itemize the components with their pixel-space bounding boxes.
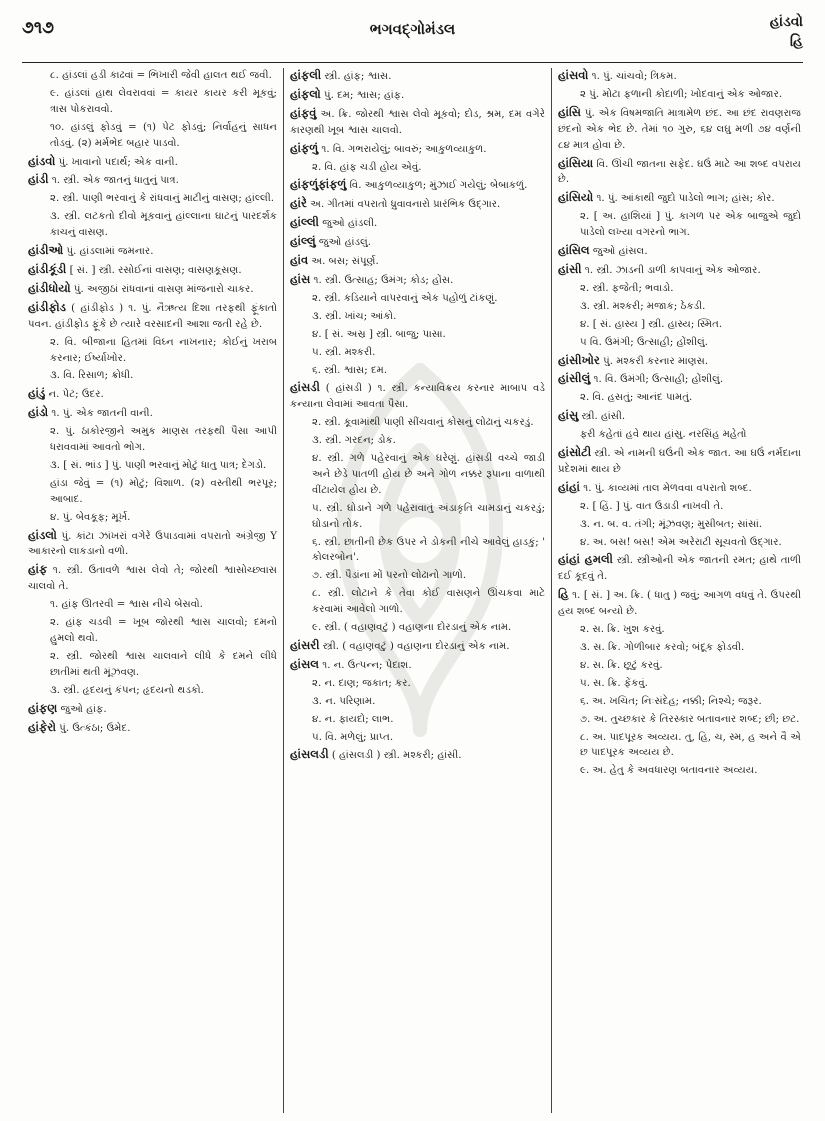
headword: હાંસલ <box>290 656 320 671</box>
headword: હાંસી <box>558 261 582 276</box>
dictionary-sense <box>558 535 801 551</box>
definition-text: ૫. સ. ક્રિ. ફેંકવું. <box>580 677 648 689</box>
definition-text: જુઓ હાંડલી. <box>318 218 378 230</box>
dictionary-entry <box>290 380 545 413</box>
dictionary-sense <box>290 160 545 176</box>
headword: હાંહાં <box>558 479 580 494</box>
dictionary-sense <box>290 363 545 379</box>
headword: હાંસડી <box>290 380 320 395</box>
dictionary-sense <box>558 87 801 103</box>
column-2 <box>284 68 552 1113</box>
headword: હાંડીધોયો <box>28 280 71 295</box>
dictionary-sense <box>558 640 801 656</box>
dictionary-sense <box>28 191 277 207</box>
page-header <box>22 8 803 52</box>
headword: હાંસ <box>290 271 311 286</box>
dictionary-entry <box>28 154 277 171</box>
definition-text: પું. ખાવાનો પદાર્થ; એક વાની. <box>55 156 178 168</box>
dictionary-sense <box>558 517 801 533</box>
headword: હાંફ <box>28 562 48 577</box>
definition-text: ૩. સ્ત્રી. હૃદયનું કંપન; હૃદયનો થડકો. <box>50 684 204 696</box>
headword: હાંહાં હમલી <box>558 552 613 567</box>
dictionary-sense <box>558 622 801 638</box>
headword: હિ <box>558 587 569 602</box>
definition-text: ૧. સ્ત્રી. ઝાડની ડાળી કાપવાનું એક ઓજાર. <box>581 264 761 276</box>
definition-text: ૧. હાંફ ઊતરવી = શ્વાસ નીચે બેસવો. <box>50 599 203 611</box>
dictionary-sense <box>28 683 277 699</box>
dictionary-sense <box>290 501 545 533</box>
definition-text: ૩. સ્ત્રી. લટકતો દીવો મૂકવાનું હાંલ્લાના ઘાટનું પારદર્શક કાચનું વાસણ. <box>50 211 277 239</box>
definition-text: ૪. ન. ફાયદો; લાભ. <box>312 713 394 725</box>
dictionary-entry <box>558 408 801 425</box>
definition-text: પું. એક વિષમજાતિ માત્રામેળ છંદ. આ છંદ રાવણરાજ છંદનો એક ભેદ છે. તેમાં ૧૦ ગુરુ, ૬૪ લઘુ મળી ૭૪ વર્ણની ૮૪ માત્ર હોવા છે. <box>558 107 801 151</box>
definition-text: અ. ગીતમાં વપરાતો ધ્રુવાવનારો પ્રારંભિક ઉદ્ગાર. <box>306 199 501 211</box>
definition-text: ૮. હાંડલાં હડી કાઢવાં = ભિખારી જેવી હાલત થઈ જવી. <box>50 70 272 81</box>
headword: હાંફેરો <box>28 719 57 734</box>
definition-text: ૧. વિ. ગભરાયેલું; બાવરું; આકુળવ્યાકુળ. <box>318 143 487 155</box>
dictionary-sense <box>28 510 277 526</box>
dictionary-sense <box>558 390 801 406</box>
dictionary-entry <box>28 300 277 333</box>
dictionary-sense <box>28 120 277 152</box>
definition-text: ૩. સ. ક્રિ. ગોળીબાર કરવો; બંદૂક ફોડવી. <box>580 642 745 653</box>
definition-text: ૩. [ સં. ભાંડ ] પું. પાણી ભરવાનું મોટું ધાતુ પાત્ર; દેગડો. <box>50 459 267 471</box>
dictionary-sense <box>28 597 277 613</box>
column-3 <box>552 68 807 1113</box>
definition-text: ૪. અ. બસ! બસ! એમ અરેરાટી સૂચવતો ઉદ્ગાર. <box>580 536 782 548</box>
headword: હાંસિલ <box>558 243 590 258</box>
dictionary-sense <box>28 476 277 508</box>
guide-words <box>770 12 803 52</box>
dictionary-entry <box>28 405 277 422</box>
dictionary-entry <box>558 68 801 85</box>
dictionary-entry <box>558 552 801 585</box>
dictionary-sense <box>290 568 545 584</box>
definition-text: ૩. વિ. રિસાળ; ક્રોધી. <box>50 370 134 382</box>
definition-text: ૪. [ સં. હાસ્ય ] સ્ત્રી. હાસ્ય; સ્મિત. <box>580 318 723 330</box>
headword: હાંસરી <box>290 638 320 652</box>
dictionary-sense <box>290 291 545 307</box>
definition-text: ૩. ન. બ. વ. તંગી; મૂંઝવણ; મુસીબત; સાંસાં. <box>580 518 763 530</box>
definition-text: સ્ત્રી. એ નામની ઘઉંની એક જાત. આ ઘઉં નર્મદાના પ્રદેશમાં થાય છે <box>558 448 801 475</box>
dictionary-sense <box>28 86 277 118</box>
dictionary-entry <box>558 371 801 388</box>
column-1 <box>22 68 284 1113</box>
dictionary-sense <box>558 676 801 692</box>
definition-text: ૯. હાંડલાં હાથ લેવરાવવાં = કાયર કાયર કરી મૂકવું; ત્રાસ પોકરાવવો. <box>50 87 277 115</box>
headword: હાંસિયો <box>558 190 594 205</box>
dictionary-entry <box>290 106 545 139</box>
headword: હાંસોટી <box>558 445 592 460</box>
dictionary-sense <box>290 451 545 499</box>
dictionary-entry <box>28 281 277 298</box>
dictionary-entry <box>290 68 545 85</box>
definition-text: ૭. અ. તુચ્છકાર કે તિરસ્કાર બતાવનાર શબ્દ; છી; છટ. <box>580 713 800 725</box>
dictionary-entry <box>28 701 277 718</box>
definition-text: ૨. સ્ત્રી. કૂવામાંથી પાણી સીંચવાનું કોસનું લોઢાનું ચકરડું. <box>312 417 534 429</box>
dictionary-sense <box>558 299 801 315</box>
dictionary-sense <box>28 649 277 681</box>
definition-text: ૨. પું. ઠાકોરજીને અમુક માણસ તરફથી પૈસા આપી ધરાવવામાં આવતો ભોગ. <box>50 426 277 454</box>
definition-text: પું. દમ; શ્વાસ; હાંફ. <box>320 89 405 101</box>
dictionary-entry <box>28 172 277 189</box>
dictionary-entry <box>290 272 545 289</box>
dictionary-entry <box>558 353 801 370</box>
definition-text: ૬. સ્ત્રી. છાતીની છેક ઉપર ને ડોકની નીચે આવેલું હાડકું; ' કોલરબોન'. <box>312 536 545 564</box>
definition-text: સ્ત્રી. હાંસી. <box>578 411 626 423</box>
definition-text: ૨. સ્ત્રી. કડિયાને વાપરવાનું એક પહોળું ટાંકણું. <box>312 292 498 304</box>
definition-text: ૮. અ. પાદપૂરક અવ્યય. તુ, હિ, ચ, સ્મ, હ અને વૈ એ છ પાદપૂરક અવ્યય છે. <box>580 731 801 759</box>
definition-text: અ. બસ; સંપૂર્ણ. <box>308 256 379 268</box>
headword: હાંલ્લું <box>290 234 316 249</box>
headword: હાંડું <box>28 386 46 401</box>
definition-text: વિ. ઊંચી જાતના સફેદ. ઘઉં માટે આ શબ્દ વપરાય છે. <box>558 158 801 186</box>
definition-text: [ સં. ] સ્ત્રી. રસોઈનાં વાસણ; વાસણકૂસણ. <box>66 264 242 276</box>
dictionary-sense <box>290 694 545 710</box>
headword: હાંફલો <box>290 86 321 101</box>
dictionary-sense <box>558 209 801 241</box>
dictionary-entry <box>28 562 277 595</box>
definition-text: ૨. [ અ. હાશિયાં ] પું. કાગળ પર એક બાજુએ જુદો પાડેલો લખ્યા વગરનો ભાગ. <box>580 211 801 239</box>
dictionary-sense <box>290 345 545 361</box>
dictionary-entry <box>290 253 545 270</box>
dictionary-entry <box>290 638 545 655</box>
definition-text: ન. પેટ; ઉદર. <box>45 389 104 401</box>
dictionary-entry <box>290 747 545 764</box>
dictionary-entry <box>558 480 801 497</box>
dictionary-sense <box>290 712 545 728</box>
definition-text: ફરી કહેતાં હવે થાય હાંસુ. નરસિંહ મહેતો <box>580 429 747 441</box>
dictionary-sense <box>28 209 277 241</box>
dictionary-sense <box>290 433 545 449</box>
definition-text: વિ. આકુળવ્યાકુળ; મુંઝાઈ ગયેલું; બેબાકળું. <box>346 180 528 192</box>
definition-text: ૧. સ્ત્રી. ઉત્સાહ; ઉમંગ; કોડ; હોંસ. <box>310 274 454 286</box>
dictionary-sense <box>558 694 801 710</box>
dictionary-sense <box>28 458 277 474</box>
dictionary-sense <box>290 730 545 746</box>
headword: હાંડી <box>28 172 49 187</box>
dictionary-sense <box>290 415 545 431</box>
definition-text: સ્ત્રી. હાંફ; શ્વાસ. <box>321 71 392 82</box>
definition-text: ( હાંસડી ) ૧. સ્ત્રી. કન્યાવિક્રય કરનાર માબાપ વડે કન્યાના લેવામાં આવતા પૈસા. <box>290 383 545 411</box>
dictionary-sense <box>558 335 801 351</box>
definition-text: ૬. સ્ત્રી. શ્વાસ; દમ. <box>312 364 388 376</box>
dictionary-sense <box>290 327 545 343</box>
headword: હાંડલો <box>28 527 57 542</box>
dictionary-sense <box>558 427 801 443</box>
headword: હાંડીકૂંડી <box>28 261 67 276</box>
dictionary-entry <box>290 177 545 194</box>
definition-text: ૩. સ્ત્રી. ખાંચ; આંકો. <box>312 310 397 322</box>
definition-text: ૧. પું. એક જાતની વાની. <box>48 408 153 420</box>
dictionary-sense <box>558 499 801 515</box>
dictionary-entry <box>28 262 277 279</box>
definition-text: ૭. સ્ત્રી. પૈડાંના મોં પરનો લોઢાનો ગાળો. <box>312 570 467 582</box>
dictionary-entry <box>290 215 545 232</box>
definition-text: પું. મશ્કરી કરનાર માણસ. <box>599 355 709 367</box>
header-rule <box>22 62 803 63</box>
definition-text: પું. અજીઠાં રાંધવાનાં વાસણ માંજનારો ચાકર. <box>70 283 254 295</box>
definition-text: ૧. સ્ત્રી. ઉતાવળે શ્વાસ લેવો તે; જોરથી શ્વાસોચ્છ્વાસ ચાલવો તે. <box>28 565 277 593</box>
definition-text: હાંડા જેવું = (૧) મોટું; વિશાળ. (૨) વસ્તીથી ભરપૂર; આબાદ. <box>50 477 277 505</box>
definition-text: અ. ક્રિ. જોરથી શ્વાસ લેવો મૂકવો; દોડ, શ્રમ, દમ વગેરે કારણથી ખૂબ શ્વાસ ચાલવો. <box>290 108 545 136</box>
dictionary-entry <box>558 587 801 620</box>
headword: હાંફવું <box>290 105 317 120</box>
dictionary-entry <box>558 243 801 260</box>
dictionary-entry <box>28 720 277 737</box>
definition-text: જુઓ હાંડલું. <box>315 237 372 249</box>
definition-text: ૫ વિ. ઉમંગી; ઉત્સાહી; હોંશીલું. <box>580 336 709 348</box>
definition-text: પું. ઉત્કંઠા; ઉમેદ. <box>56 722 131 734</box>
definition-text: પું. કાંટા ઝાંખરાં વગેરે ઉપાડવામાં વપરાતો અંગ્રેજી Y આકારનો લાકડાનો વળો. <box>28 530 277 558</box>
dictionary-sense <box>558 763 801 779</box>
definition-text: ૪. [ સં. અસ્ર ] સ્ત્રી. બાજુ; પાસા. <box>312 328 446 340</box>
dictionary-entry <box>290 234 545 251</box>
headword: હાંસીખોર <box>558 352 600 367</box>
headword: હાંડો <box>28 405 49 420</box>
headword: હાંસીલું <box>558 371 591 386</box>
headword: હાંસવો <box>558 68 589 82</box>
headword: હાંલ્લી <box>290 215 319 230</box>
dictionary-entry <box>28 386 277 403</box>
dictionary-entry <box>558 445 801 478</box>
dictionary-entry <box>558 262 801 279</box>
dictionary-entry <box>558 190 801 207</box>
headword: હાંફળું <box>290 140 319 155</box>
definition-text: સ્ત્રી. ( વહાણવટું ) વહાણના દોરડાનું એક નામ. <box>319 641 510 652</box>
headword: હાંડીફોડ <box>28 299 66 314</box>
definition-text: ૬. અ. ખચિત; નિઃસંદેહ; નક્કી; નિશ્ચે; જરૂર. <box>580 695 762 707</box>
definition-text: ૮. સ્ત્રી. લોટાને કે તેવા કોઈ વાસણને ઊંચકવા માટે કરવામાં આવેલો ગાળો. <box>312 588 545 616</box>
guide-word-top: હાંડવો <box>769 14 803 30</box>
headword: હાંરે <box>290 196 307 211</box>
definition-text: ૨. હાંફ ચડવી = ખૂબ જોરથી શ્વાસ ચાલવો; દમનો હુમલો થવો. <box>50 617 277 644</box>
dictionary-sense <box>290 586 545 618</box>
dictionary-entry <box>290 196 545 213</box>
definition-text: ૧. સ્ત્રી. એક જાતનું ધાતુનું પાત્ર. <box>48 175 179 187</box>
definition-text: ૫. સ્ત્રી. ઘોડાને ગળે પહેરાવાતું અંડાકૃતિ ચામડાનું ચકરડું; ઘોડાનો તોક. <box>312 502 545 530</box>
definition-text: ( હાંસલડી ) સ્ત્રી. મશ્કરી; હાંસી. <box>328 750 462 762</box>
dictionary-sense <box>290 535 545 567</box>
dictionary-entry <box>290 657 545 674</box>
dictionary-sense <box>558 658 801 674</box>
definition-text: ૨. સ. ક્રિ. ખુશ કરવું. <box>580 624 665 636</box>
headword: હાંવ <box>290 253 309 268</box>
dictionary-sense <box>558 281 801 297</box>
dictionary-entry <box>558 156 801 189</box>
definition-text: ૨. સ્ત્રી. જોરથી શ્વાસ ચાલવાને લીધે કે દમને લીધે છાતીમાં થતી મૂંઝવણ. <box>50 650 277 678</box>
dictionary-sense <box>28 68 277 84</box>
dictionary-entry <box>28 528 277 561</box>
headword: હાંફળુંફાંફળું <box>290 177 347 192</box>
headword: હાંફણ <box>28 700 58 715</box>
definition-text: ૨ પું. મોટા ફળાની કોદાળી; ખોદવાનું એક ઓજાર. <box>580 88 783 100</box>
page-number: ૭૧૭ <box>22 18 54 38</box>
definition-text: ૩. ન. પરિણામ. <box>312 695 376 707</box>
definition-text: ૨. [ હિં. ] પું. વાત ઉડાડી નાખવી તે. <box>580 500 724 512</box>
headword: હાંસિ <box>558 104 581 119</box>
dictionary-entry <box>290 87 545 104</box>
definition-text: પું. હાંડલામાં જમનાર. <box>63 246 154 258</box>
book-title: ભગવદ્ગોમંડલ <box>369 20 456 38</box>
definition-text: ૪. સ. ક્રિ. છૂટું કરવું. <box>580 659 663 671</box>
definition-text: ૨. ન. દાણ; જકાત; કર. <box>312 677 411 689</box>
headword: હાંસિયા <box>558 155 594 170</box>
dictionary-sense <box>28 368 277 384</box>
headword: હાંફલી <box>290 68 322 82</box>
dictionary-sense <box>290 676 545 692</box>
headword: હાંડીઓ <box>28 243 64 258</box>
definition-text: ૧. વિ. ઉમંગી; ઉત્સાહી; હોંશીલું. <box>590 374 724 386</box>
definition-text: ૨. વિ. હાંફ ચડી હોય એવું. <box>312 161 422 173</box>
dictionary-sense <box>290 309 545 325</box>
dictionary-sense <box>558 317 801 333</box>
dictionary-sense <box>290 620 545 636</box>
dictionary-sense <box>28 424 277 456</box>
definition-text: જુઓ હાંફ. <box>57 703 107 715</box>
dictionary-entry <box>28 243 277 260</box>
dictionary-columns <box>22 68 807 1113</box>
definition-text: ૧. પું. આંકાથી જુદો પાડેલો ભાગ; હાંસ; કોર. <box>593 193 775 205</box>
definition-text: ૪. પું. બેવકૂફ; મૂર્ખ. <box>50 511 131 523</box>
definition-text: ૩. સ્ત્રી. ગરદન; ડોક. <box>312 435 396 447</box>
definition-text: ૨. સ્ત્રી. પાણી ભરવાનું કે રાંધવાનું માટીનું વાસણ; હાંલ્લી. <box>50 193 274 205</box>
definition-text: ૨. સ્ત્રી. ફજેતી; ભવાડો. <box>580 282 674 294</box>
definition-text: ( હાંડીફોડ ) ૧. પું. નૈઋત્ય દિશા તરફથી ફૂંકાતો પવન. હાંડીફોડ ફૂંકે છે ત્યારે વરસાદની આશા જતી રહે છે. <box>28 302 277 330</box>
headword: હાંડવો <box>28 153 56 168</box>
definition-text: ૯. સ્ત્રી. ( વહાણવટું ) વહાણના દોરડાનું એક નામ. <box>312 622 512 634</box>
headword: હાંસુ <box>558 408 579 423</box>
definition-text: ૫. વિ. મળેલું; પ્રાપ્ત. <box>312 731 394 743</box>
dictionary-entry <box>290 141 545 158</box>
headword: હાંસલડી <box>290 747 329 762</box>
definition-text: સ્ત્રી. સ્ત્રીઓની એક જાતની રમત; હાથે તાળી દઈ કૂદવું તે. <box>558 555 801 583</box>
dictionary-entry <box>558 105 801 154</box>
definition-text: ૧. ન. ઉત્પન્ન; પેદાશ. <box>319 659 412 671</box>
definition-text: ૧૦. હાંડલું ફોડવું = (૧) પેટ ફોડવું; નિર્વાહનું સાધન તોડવું. (૨) મર્મભેદ બહાર પાડવો. <box>50 121 277 149</box>
definition-text: ૧. પું. કાવ્યમાં તાલ મેળવવા વપરાતો શબ્દ. <box>580 482 752 494</box>
guide-word-bottom: હિ <box>789 34 803 50</box>
definition-text: ૩. સ્ત્રી. મશ્કરી; મજાક; ઠેકડી. <box>580 300 706 312</box>
dictionary-sense <box>28 615 277 647</box>
definition-text: ૧. [ સં. ] અ. ક્રિ. ( ધાતુ ) જવું; આગળ વધવું તે. ઉપરથી હય શબ્દ બન્યો છે. <box>558 590 801 618</box>
definition-text: જુઓ હાંસલ. <box>589 246 648 258</box>
definition-text: ૨. વિ. હસતું; આનંદ પામતું. <box>580 392 693 404</box>
definition-text: ૯. અ. હેતુ કે અવધારણ બતાવનાર અવ્યય. <box>580 765 758 777</box>
definition-text: ૧. પું. ચાંચવો; ત્રિકમ. <box>588 71 677 82</box>
dictionary-sense <box>558 730 801 762</box>
definition-text: ૫. સ્ત્રી. મશ્કરી. <box>312 346 376 358</box>
dictionary-sense <box>28 335 277 367</box>
definition-text: ૪. સ્ત્રી. ગળે પહેરવાનું એક ઘરેણું. હાંસડી વચ્ચે જાડી અને છેડે પાતળી હોય છે અને ગોળ નક્કર રૂપાના વાળાથી વીંટાયેલ હોય છે. <box>312 453 545 496</box>
dictionary-sense <box>558 712 801 728</box>
definition-text: ૨. વિ. બીજાના હિતમાં વિઘ્ન નાખનાર; કોઈનું ખરાબ કરનાર; ઈર્ષ્યાખોર. <box>50 336 277 364</box>
